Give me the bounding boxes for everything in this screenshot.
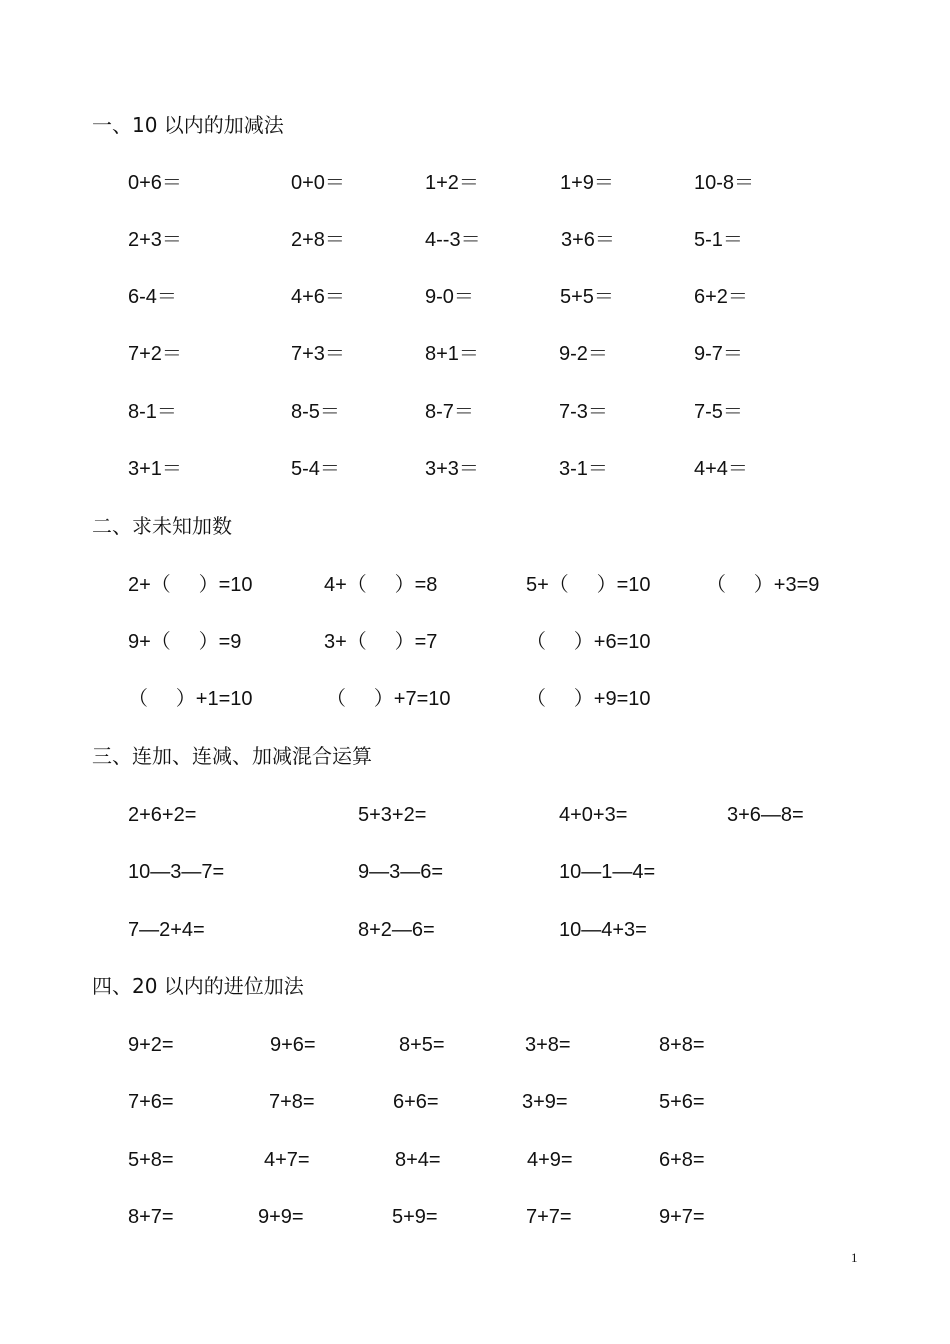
problem: 5+（ ）=10 [526, 574, 651, 596]
problem: 2+（ ）=10 [128, 574, 253, 596]
section4-row [0, 1032, 950, 1058]
problem: （ ）+9=10 [526, 688, 651, 710]
problem: （ ）+7=10 [326, 688, 451, 710]
problem: 5+8= [128, 1149, 174, 1171]
section4-title: 四、20 以内的进位加法 [92, 974, 304, 998]
problem: 7—2+4= [128, 919, 205, 941]
problem: 6+2＝ [694, 286, 748, 308]
section2-row [0, 686, 950, 712]
problem: 6+6= [393, 1091, 439, 1113]
problem: 9—3—6= [358, 861, 444, 883]
section1-row [0, 227, 950, 253]
problem: 9+（ ）=9 [128, 631, 242, 653]
problem: 8-7＝ [425, 401, 474, 423]
section2-title: 二、求未知加数 [92, 514, 232, 538]
problem: 3+9= [522, 1091, 568, 1113]
problem: 3+8= [525, 1034, 571, 1056]
problem: 4+6＝ [291, 286, 345, 308]
page-number: 1 [851, 1250, 858, 1265]
problem: 3+6—8= [727, 804, 804, 826]
problem: 4+4＝ [694, 458, 748, 480]
problem: 9-2＝ [559, 343, 608, 365]
problem: 7+3＝ [291, 343, 345, 365]
problem: 3+（ ）=7 [324, 631, 438, 653]
problem: 10—1—4= [559, 861, 656, 883]
problem: 2+3＝ [128, 229, 182, 251]
problem: （ ）+6=10 [526, 631, 651, 653]
problem: 6-4＝ [128, 286, 177, 308]
problem: 8+7= [128, 1206, 174, 1228]
section1-row [0, 456, 950, 482]
problem: 0+6＝ [128, 172, 182, 194]
section3-row [0, 859, 950, 885]
section1-row [0, 170, 950, 196]
problem: 9-0＝ [425, 286, 474, 308]
problem: 7-5＝ [694, 401, 743, 423]
problem: 10—4+3= [559, 919, 647, 941]
problem: 3+3＝ [425, 458, 479, 480]
section2-row [0, 572, 950, 598]
problem: 7+7= [526, 1206, 572, 1228]
problem: 1+2＝ [425, 172, 479, 194]
problem: 6+8= [659, 1149, 705, 1171]
problem: 7+2＝ [128, 343, 182, 365]
problem: 9+2= [128, 1034, 174, 1056]
problem: 3+1＝ [128, 458, 182, 480]
problem: 5+3+2= [358, 804, 427, 826]
problem: 7-3＝ [559, 401, 608, 423]
problem: 3-1＝ [559, 458, 608, 480]
section1-row [0, 284, 950, 310]
problem: 9+9= [258, 1206, 304, 1228]
problem: （ ）+1=10 [128, 688, 253, 710]
section2-row [0, 629, 950, 655]
problem: 8+1＝ [425, 343, 479, 365]
problem: 3+6＝ [561, 229, 615, 251]
problem: 2+8＝ [291, 229, 345, 251]
problem: 8-1＝ [128, 401, 177, 423]
problem: 2+6+2= [128, 804, 197, 826]
problem: （ ）+3=9 [706, 574, 820, 596]
problem: 4--3＝ [425, 229, 481, 251]
problem: 8+2—6= [358, 919, 435, 941]
section4-row [0, 1089, 950, 1115]
problem: 7+8= [269, 1091, 315, 1113]
section1-row [0, 341, 950, 367]
problem: 4+0+3= [559, 804, 628, 826]
section3-row [0, 917, 950, 943]
problem: 5+6= [659, 1091, 705, 1113]
problem: 8-5＝ [291, 401, 340, 423]
problem: 8+5= [399, 1034, 445, 1056]
problem: 7+6= [128, 1091, 174, 1113]
section4-row [0, 1204, 950, 1230]
problem: 8+4= [395, 1149, 441, 1171]
section1-title: 一、10 以内的加减法 [92, 113, 284, 137]
problem: 9+6= [270, 1034, 316, 1056]
problem: 5-4＝ [291, 458, 340, 480]
problem: 4+7= [264, 1149, 310, 1171]
problem: 5-1＝ [694, 229, 743, 251]
problem: 10-8＝ [694, 172, 755, 194]
section3-title: 三、连加、连减、加减混合运算 [92, 744, 372, 768]
problem: 1+9＝ [560, 172, 614, 194]
problem: 9+7= [659, 1206, 705, 1228]
problem: 0+0＝ [291, 172, 345, 194]
problem: 8+8= [659, 1034, 705, 1056]
problem: 10—3—7= [128, 861, 225, 883]
problem: 5+9= [392, 1206, 438, 1228]
problem: 9-7＝ [694, 343, 743, 365]
section4-row [0, 1147, 950, 1173]
section3-row [0, 802, 950, 828]
problem: 4+9= [527, 1149, 573, 1171]
problem: 5+5＝ [560, 286, 614, 308]
section1-row [0, 399, 950, 425]
problem: 4+（ ）=8 [324, 574, 438, 596]
